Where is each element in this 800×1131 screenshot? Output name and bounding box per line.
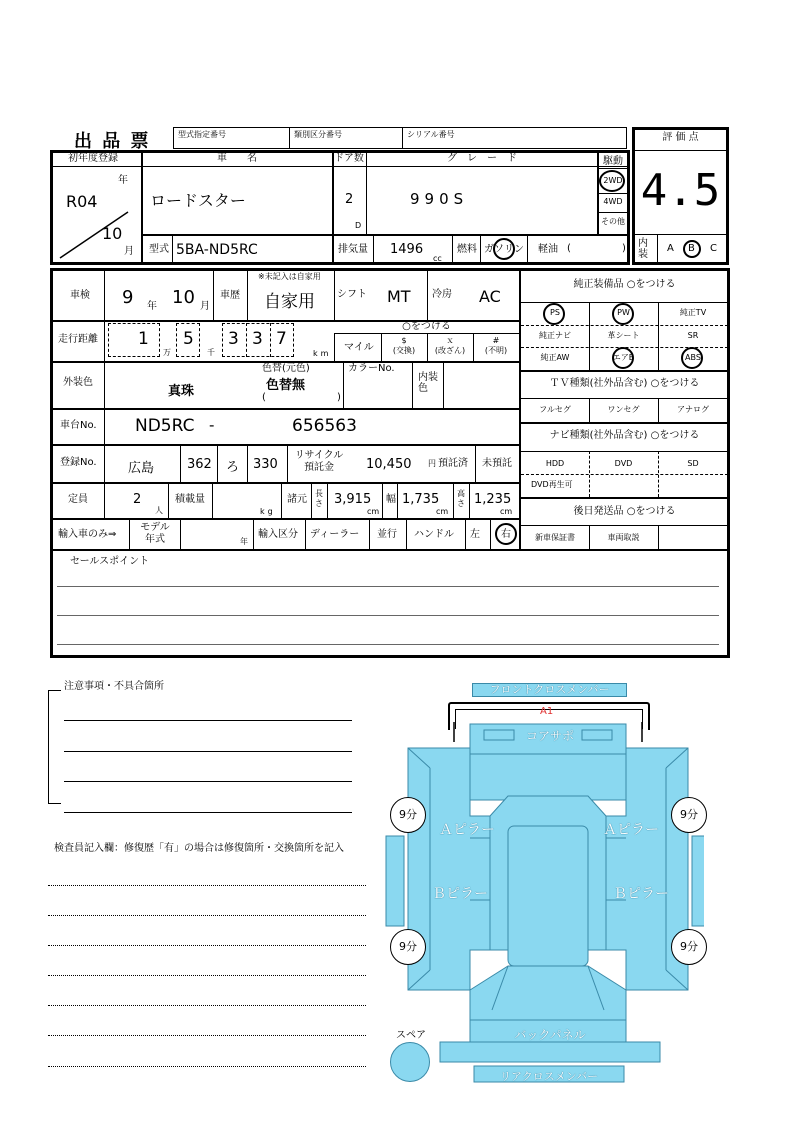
displacement-unit: cc [433, 254, 442, 263]
reg-kana: ろ [226, 460, 240, 475]
equip-airbag-circle [612, 347, 634, 369]
drive-other: その他 [601, 217, 625, 226]
chassis-prefix: ND5RC [135, 416, 195, 436]
capacity-unit: 人 [155, 506, 163, 515]
grade-label: グ レ ー ド [447, 153, 517, 164]
width: 1,735 [402, 492, 440, 507]
mileage-option-tampered: ｘ (改ざん) [434, 336, 466, 355]
fuel-label: 燃料 [457, 244, 477, 255]
reg-region: 広島 [128, 461, 155, 476]
equip-leather: 革シート [607, 331, 640, 340]
rear-cross-label: リアクロスメンバー [500, 1070, 598, 1083]
equip-abs: ABS [685, 353, 701, 362]
mileage-option-unknown: # (不明) [484, 336, 508, 355]
core-support-label: コアサポ [525, 729, 574, 743]
capacity-label: 定員 [68, 494, 88, 505]
grade: 990S [410, 190, 469, 208]
tire-front-right: 9分 [671, 797, 707, 833]
model-year-label: モデル 年式 [140, 522, 170, 545]
history: 自家用 [264, 292, 315, 312]
history-label: 車歴 [220, 290, 240, 301]
inspection-year-unit: 年 [147, 301, 157, 312]
mileage-digit-5: 7 [276, 329, 287, 349]
height-unit: cm [500, 507, 513, 516]
color-change: 色替無 [266, 378, 306, 393]
later-title: 後日発送品 ○をつける [573, 506, 676, 517]
import-parallel: 並行 [377, 529, 397, 540]
doors-unit: D [355, 221, 362, 230]
import-dealer: ディーラー [310, 529, 360, 540]
reg-class: 362 [187, 457, 212, 472]
height: 1,235 [474, 492, 512, 507]
mileage-unit-km: km [313, 349, 332, 358]
model-label: 型式 [149, 244, 169, 255]
load-unit: kg [260, 507, 276, 516]
fuel-gasoline-circle [493, 238, 515, 260]
recycle-label: リサイクル 預託金 [294, 450, 344, 473]
front-cross-label: フロントクロスメンバー [489, 683, 610, 696]
navi-dvd: DVD [614, 459, 633, 468]
color-change-label: 色替(元色) [262, 363, 310, 374]
tire-front-left: 9分 [390, 797, 426, 833]
mileage-digit-2: 5 [183, 329, 194, 349]
length-unit: cm [367, 507, 380, 516]
a-pillar-left-label: Ａピラー [439, 822, 495, 838]
mileage-circle-note: ○をつける [402, 321, 451, 332]
damage-mark-a1: A1 [540, 706, 554, 717]
tv-title: ＴＶ種類(社外品含む) ○をつける [549, 378, 700, 389]
form-title: 出 品 票 [74, 131, 151, 152]
cooling: AC [479, 287, 501, 306]
color-no-label: カラーNo. [348, 363, 395, 374]
chassis-dash: - [209, 416, 215, 434]
displacement-label: 排気量 [338, 244, 368, 255]
later-manual: 車両取説 [607, 533, 640, 542]
length-label: 長 さ [315, 489, 323, 508]
mileage-digit-3: 3 [228, 329, 239, 349]
sales-point-label: セールスポイント [70, 556, 150, 567]
handle-label: ハンドル [414, 529, 454, 540]
fuel-gasoline: ガソリン [484, 244, 524, 255]
inspector-label: 検査員記入欄：修復歴「有」の場合は修復箇所・交換箇所を記入 [54, 843, 344, 854]
interior-grade-b: B [688, 243, 695, 254]
inspection-year: 9 [122, 287, 134, 308]
mileage-digit-4: 3 [252, 329, 263, 349]
color: 真珠 [168, 384, 195, 399]
first-year-unit: 年 [118, 175, 128, 186]
tv-oneseg: ワンセグ [607, 405, 640, 414]
dims-label: 諸元 [287, 494, 307, 505]
navi-hdd: HDD [545, 459, 565, 468]
fuel-paren-close: ) [622, 243, 626, 254]
recycle-amount: 10,450 [366, 457, 412, 472]
fuel-light-oil: 軽油 [538, 244, 558, 255]
b-pillar-right-label: Ｂピラー [613, 886, 669, 902]
tv-fullseg: フルセグ [539, 405, 571, 414]
caution-bracket [48, 690, 61, 804]
width-unit: cm [436, 507, 449, 516]
import-type-label: 輸入区分 [258, 529, 298, 540]
tire-rear-left: 9分 [390, 929, 426, 965]
mileage-label: 走行距離 [58, 334, 98, 345]
color-change-paren-open: ( [262, 392, 266, 403]
navi-title: ナビ種類(社外品含む) ○をつける [549, 430, 700, 441]
reg-number: 330 [253, 457, 278, 472]
evaluation-score: 4.5 [640, 165, 721, 216]
displacement: 1496 [390, 242, 424, 257]
serial-number-box: シリアル番号 [402, 127, 627, 149]
history-note: ※未記入は自家用 [258, 272, 321, 281]
shift: MT [387, 287, 411, 306]
inspection-month: 10 [172, 287, 195, 308]
width-label: 幅 [386, 494, 396, 505]
caution-label: 注意事項・不具合箇所 [64, 681, 164, 692]
equip-ps-circle [543, 303, 565, 325]
evaluation-label: 評 価 点 [662, 132, 699, 143]
mileage-unit-sen: 千 [207, 348, 215, 357]
reg-label: 登録No. [60, 457, 97, 468]
equip-navi: 純正ナビ [539, 331, 571, 340]
recycle-deposited: 預託済 [438, 458, 468, 469]
equip-tv: 純正TV [679, 308, 707, 317]
mileage-digit-1: 1 [138, 329, 149, 349]
mileage-option-mile: マイル [344, 342, 374, 353]
spare-tire [390, 1042, 430, 1082]
color-change-paren-close: ) [337, 392, 341, 403]
back-panel-label: バックパネル [514, 1028, 586, 1042]
model-year-unit: 年 [240, 537, 248, 546]
inspection-label: 車検 [70, 290, 90, 301]
inspection-month-unit: 月 [200, 301, 210, 312]
car-name-label: 車 名 [217, 153, 257, 164]
equipment-title: 純正装備品 ○をつける [573, 279, 676, 290]
color-label: 外装色 [63, 377, 93, 388]
first-year-era: R04 [66, 192, 98, 211]
capacity: 2 [133, 492, 142, 507]
spare-label: スペア [396, 1030, 426, 1041]
shift-label: シフト [337, 289, 367, 300]
handle-left: 左 [470, 529, 480, 540]
interior-grade-c: C [710, 243, 717, 254]
interior-label: 内装 [638, 238, 648, 260]
equip-sr: SR [687, 331, 699, 340]
first-year-label: 初年度登録 [68, 153, 118, 164]
category-number-box: 類別区分番号 [289, 127, 403, 149]
car-name: ロードスター [150, 191, 246, 210]
drive-label: 駆動 [603, 156, 623, 167]
recycle-unit: 円 [428, 459, 436, 468]
navi-dvd-play: DVD再生可 [531, 480, 573, 489]
b-pillar-left-label: Ｂピラー [432, 886, 488, 902]
import-label: 輸入車のみ⇒ [58, 529, 117, 540]
first-year-month-unit: 月 [124, 246, 134, 257]
equip-airbag: エアB [612, 353, 635, 362]
equip-aw: 純正AW [540, 353, 570, 362]
chassis-label: 車台No. [60, 420, 97, 431]
model: 5BA-ND5RC [176, 242, 258, 258]
fuel-paren-open: ( [567, 243, 571, 254]
later-warranty: 新車保証書 [535, 533, 575, 542]
tv-analog: アナログ [677, 405, 709, 414]
cooling-label: 冷房 [432, 289, 452, 300]
equip-pw: PW [617, 308, 630, 317]
interior-grade-a: A [667, 243, 674, 254]
drive-2wd: 2WD [603, 176, 623, 185]
equip-pw-circle [612, 303, 634, 325]
first-year-month: 10 [102, 224, 123, 243]
length: 3,915 [334, 492, 372, 507]
mileage-option-exchange: $ (交換) [392, 336, 416, 355]
equip-ps: PS [550, 308, 560, 317]
a-pillar-right-label: Ａピラー [603, 822, 659, 838]
recycle-not-deposited: 未預託 [482, 458, 512, 469]
tire-rear-right: 9分 [671, 929, 707, 965]
load-label: 積載量 [175, 494, 205, 505]
interior-color-label: 内装 色 [418, 372, 438, 394]
height-label: 高 さ [457, 489, 465, 508]
handle-right: 右 [501, 529, 511, 540]
chassis-number: 656563 [292, 416, 357, 436]
mileage-unit-man: 万 [163, 348, 171, 357]
doors: 2 [345, 192, 354, 207]
equip-abs-circle [681, 347, 703, 369]
doors-label: ドア数 [334, 153, 364, 164]
navi-sd: SD [687, 459, 699, 468]
model-designation-box: 型式指定番号 [173, 127, 290, 149]
drive-4wd: 4WD [603, 197, 623, 206]
